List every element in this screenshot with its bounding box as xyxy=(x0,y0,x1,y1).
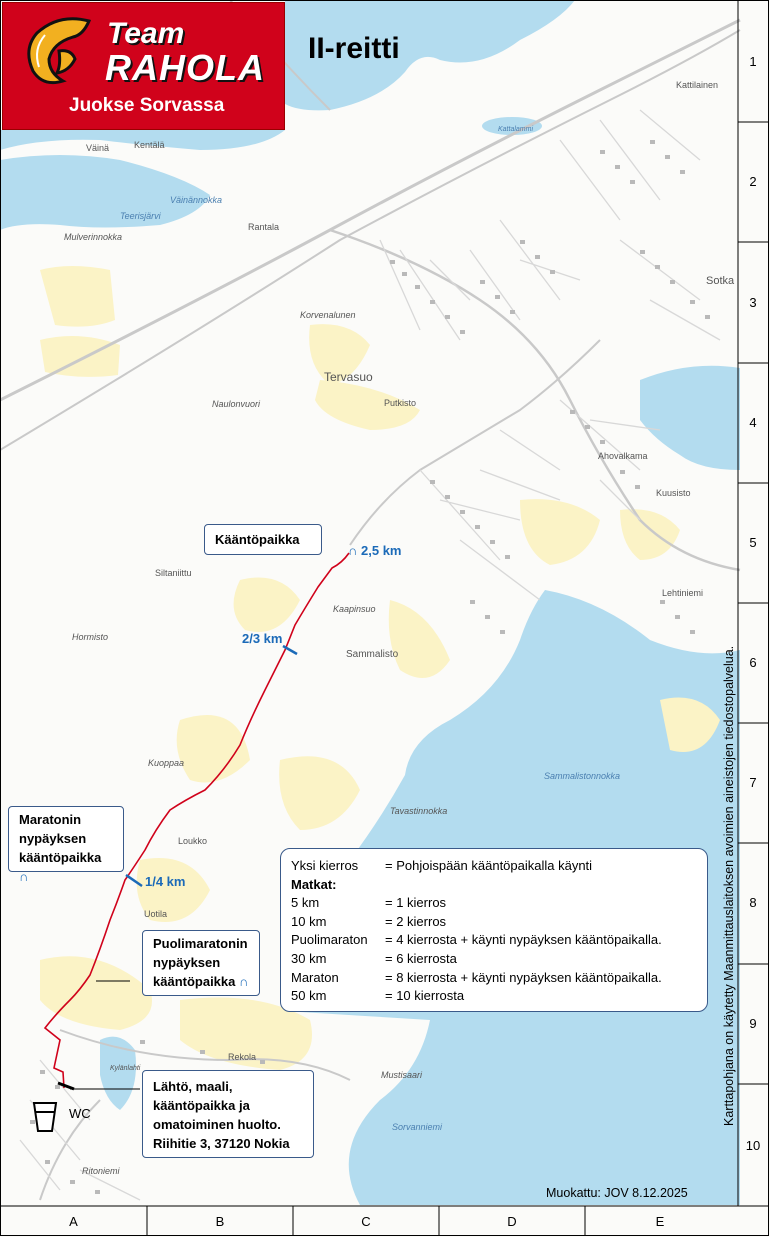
half-marathon-line-2: nypäyksen xyxy=(153,955,221,970)
place-lehtiniemi: Lehtiniemi xyxy=(662,588,704,598)
half-marathon-line-1: Puolimaratonin xyxy=(153,936,248,951)
place-tavastinnokka: Tavastinnokka xyxy=(390,806,448,816)
place-rekola: Rekola xyxy=(228,1052,257,1062)
uturn-icon: ∩ xyxy=(19,869,29,884)
info-key: 5 km xyxy=(291,895,320,911)
start-callout xyxy=(142,1070,314,1158)
place-mulverinnokka: Mulverinnokka xyxy=(64,232,123,242)
logo-rahola-text: RAHOLA xyxy=(105,47,265,88)
place-putkisto: Putkisto xyxy=(384,398,417,408)
logo-subtitle: Juokse Sorvassa xyxy=(69,95,225,116)
grid-row-label: 1 xyxy=(749,54,757,69)
place-tervasuo: Tervasuo xyxy=(324,370,373,384)
grid-col-label: C xyxy=(361,1214,371,1229)
info-row xyxy=(291,987,697,1006)
info-value: = 4 kierrosta + käynti nypäyksen kääntöpaikalla. xyxy=(385,932,662,948)
info-row xyxy=(291,950,697,969)
info-key: Puolimaraton xyxy=(291,932,368,948)
info-key: 50 km xyxy=(291,988,327,1004)
info-value: = 8 kierrosta + käynti nypäyksen kääntöpaikalla. xyxy=(385,969,662,985)
place-kattalammi: Kattalammi xyxy=(498,126,534,133)
flame-icon xyxy=(19,15,99,89)
info-value: = Pohjoispään kääntöpaikalla käynti xyxy=(385,858,593,873)
distance-2-5-km xyxy=(348,543,402,558)
half-marathon-callout xyxy=(142,930,260,996)
start-line-3: omatoiminen huolto. xyxy=(153,1117,281,1132)
map-credit: Karttapohjana on käytetty Maanmittauslaitoksen avoimien aineistojen tiedostopalvelua. xyxy=(722,645,736,1126)
place-hormisto: Hormisto xyxy=(72,632,109,642)
info-key: Matkat: xyxy=(291,876,337,892)
grid-row-label: 8 xyxy=(749,895,757,910)
grid-row-label: 10 xyxy=(745,1138,761,1153)
place-mustisaari: Mustisaari xyxy=(381,1070,423,1080)
place-kentala: Kentälä xyxy=(134,140,165,150)
cup-icon xyxy=(32,1100,58,1134)
wc-label: WC xyxy=(69,1106,91,1121)
info-key: Maraton xyxy=(291,969,339,985)
info-value: = 2 kierros xyxy=(385,913,447,929)
distance-2-3-km: 2/3 km xyxy=(242,631,283,646)
grid-col-label: E xyxy=(655,1214,665,1229)
place-ritoniemi: Ritoniemi xyxy=(82,1166,120,1176)
half-marathon-line-3: kääntöpaikka xyxy=(153,974,236,989)
route-title: II-reitti xyxy=(308,32,400,65)
place-siltaniittu: Siltaniittu xyxy=(155,568,192,578)
info-value: = 6 kierrosta xyxy=(385,950,457,966)
logo-team-text: Team xyxy=(107,17,185,50)
modified-note: Muokattu: JOV 8.12.2025 xyxy=(546,1186,688,1200)
place-kaapinsuo: Kaapinsuo xyxy=(333,604,376,614)
place-korvenalunen: Korvenalunen xyxy=(300,310,356,320)
grid-col-label: D xyxy=(507,1214,517,1229)
grid-row-label: 6 xyxy=(749,655,757,670)
place-sammalisto: Sammalisto xyxy=(346,649,399,660)
place-loukko: Loukko xyxy=(178,836,208,846)
marathon-callout xyxy=(8,806,124,884)
place-uotila: Uotila xyxy=(144,909,168,919)
grid-row-label: 7 xyxy=(749,775,757,790)
place-kuusisto: Kuusisto xyxy=(656,488,691,498)
grid-row-label: 2 xyxy=(749,174,757,189)
marathon-line-1: Maratonin xyxy=(19,812,82,827)
grid-row-label: 5 xyxy=(749,535,757,550)
place-kylanlahti: Kylänlahti xyxy=(110,1065,141,1072)
turnaround-label: Kääntöpaikka xyxy=(215,532,300,547)
uturn-icon: ∩ xyxy=(239,974,249,989)
place-kuoppaa: Kuoppaa xyxy=(148,758,185,768)
start-line-2: kääntöpaikka ja xyxy=(153,1098,250,1113)
uturn-icon: ∩ xyxy=(348,543,358,558)
distance-2-5-label: 2,5 km xyxy=(361,543,402,558)
info-value: = 1 kierros xyxy=(385,895,447,911)
place-teerisjarvi: Teerisjärvi xyxy=(120,211,161,221)
distance-1-4-km: 1/4 km xyxy=(145,874,186,889)
place-rantala: Rantala xyxy=(248,222,280,232)
info-key: 30 km xyxy=(291,950,327,966)
place-sorvanniemi: Sorvanniemi xyxy=(392,1122,443,1132)
grid-col-label: A xyxy=(69,1214,78,1229)
place-sotka: Sotka xyxy=(706,275,735,287)
grid-row-label: 3 xyxy=(749,295,757,310)
place-vaina: Väinä xyxy=(86,143,110,153)
info-value: = 10 kierrosta xyxy=(385,988,465,1004)
grid-row-label: 4 xyxy=(749,415,757,430)
info-heading xyxy=(291,876,697,895)
start-line-4: Riihitie 3, 37120 Nokia xyxy=(153,1136,290,1151)
start-line-1: Lähtö, maali, xyxy=(153,1079,233,1094)
info-key: Yksi kierros xyxy=(291,858,359,873)
marathon-line-2: nypäyksen xyxy=(19,831,87,846)
team-logo xyxy=(2,2,285,130)
place-ahovalkama: Ahovalkama xyxy=(598,451,648,461)
grid-col-label: B xyxy=(215,1214,225,1229)
info-row xyxy=(291,894,697,913)
place-kattilainen: Kattilainen xyxy=(676,80,719,90)
place-naulonvuori: Naulonvuori xyxy=(212,399,261,409)
place-sammalistonnokka: Sammalistonnokka xyxy=(544,771,621,781)
info-row xyxy=(291,931,697,950)
info-row xyxy=(291,969,697,988)
info-row xyxy=(291,857,697,876)
place-vainannokka: Väinännokka xyxy=(170,195,223,205)
info-row xyxy=(291,913,697,932)
turnaround-callout xyxy=(204,524,322,555)
info-key: 10 km xyxy=(291,913,327,929)
info-box xyxy=(280,848,708,1012)
grid-row-label: 9 xyxy=(749,1016,757,1031)
marathon-line-3: kääntöpaikka xyxy=(19,850,102,865)
